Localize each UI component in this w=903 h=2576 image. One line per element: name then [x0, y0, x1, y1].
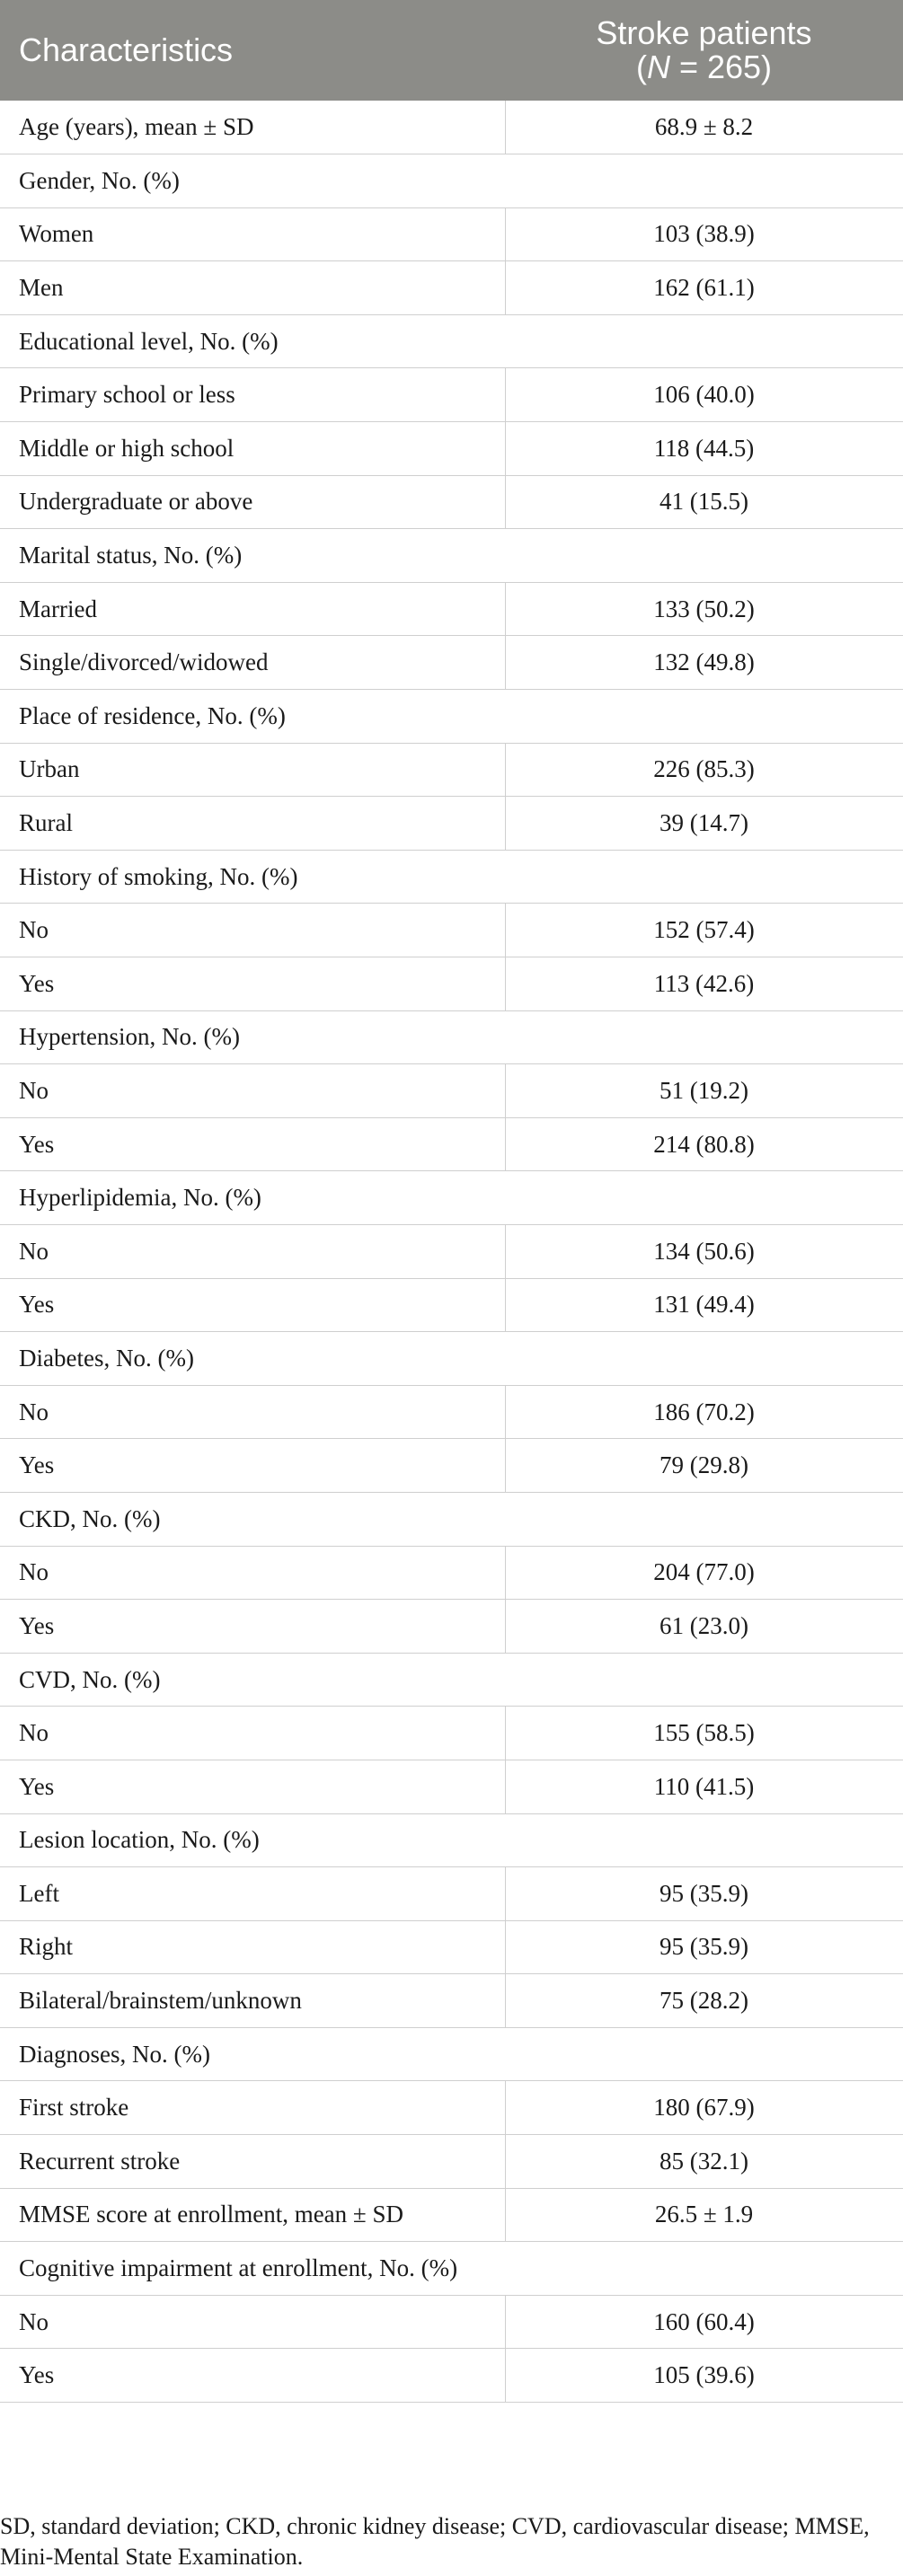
- table-row: [0, 1707, 903, 1760]
- row-label: MMSE score at enrollment, mean ± SD: [0, 2188, 505, 2242]
- row-value: 41 (15.5): [505, 475, 903, 529]
- section-row: [0, 1813, 903, 1867]
- table-row: [0, 422, 903, 476]
- row-value: 106 (40.0): [505, 368, 903, 422]
- table-row: [0, 2188, 903, 2242]
- row-value: 204 (77.0): [505, 1546, 903, 1600]
- row-value: 85 (32.1): [505, 2135, 903, 2189]
- row-label: Yes: [0, 1439, 505, 1493]
- row-value: 132 (49.8): [505, 636, 903, 690]
- table-row: [0, 1920, 903, 1974]
- table-row: [0, 2081, 903, 2135]
- row-label: Recurrent stroke: [0, 2135, 505, 2189]
- table-row: [0, 1867, 903, 1921]
- section-label: Hyperlipidemia, No. (%): [0, 1171, 903, 1225]
- section-label: Educational level, No. (%): [0, 314, 903, 368]
- table-footnote: SD, standard deviation; CKD, chronic kidney disease; CVD, cardiovascular disease; MMSE, Mini-Mental State Examination.: [0, 2513, 870, 2570]
- table-row: [0, 797, 903, 851]
- section-label: CVD, No. (%): [0, 1653, 903, 1707]
- row-value: 75 (28.2): [505, 1974, 903, 2028]
- section-label: Hypertension, No. (%): [0, 1010, 903, 1064]
- header-stroke-patients-label: Stroke patients: [596, 14, 812, 51]
- table-row: [0, 2295, 903, 2349]
- row-value: 39 (14.7): [505, 797, 903, 851]
- row-label: Age (years), mean ± SD: [0, 101, 505, 154]
- row-label: Yes: [0, 1117, 505, 1171]
- row-value: 180 (67.9): [505, 2081, 903, 2135]
- row-label: Yes: [0, 1760, 505, 1813]
- table-row: [0, 1546, 903, 1600]
- row-label: No: [0, 1064, 505, 1118]
- table-row: [0, 2135, 903, 2189]
- section-row: [0, 1010, 903, 1064]
- header-n-symbol: N: [646, 49, 670, 85]
- row-label: Middle or high school: [0, 422, 505, 476]
- section-row: [0, 1171, 903, 1225]
- row-label: Urban: [0, 743, 505, 797]
- row-label: Left: [0, 1867, 505, 1921]
- section-row: [0, 1653, 903, 1707]
- table-row: [0, 101, 903, 154]
- row-label: Yes: [0, 1278, 505, 1332]
- row-label: Men: [0, 261, 505, 315]
- table-row: [0, 904, 903, 957]
- table-row: [0, 1278, 903, 1332]
- section-label: History of smoking, No. (%): [0, 850, 903, 904]
- row-label: Bilateral/brainstem/unknown: [0, 1974, 505, 2028]
- section-label: Diabetes, No. (%): [0, 1332, 903, 1386]
- table-row: [0, 1974, 903, 2028]
- row-value: 105 (39.6): [505, 2349, 903, 2403]
- row-value: 113 (42.6): [505, 957, 903, 1011]
- section-label: CKD, No. (%): [0, 1492, 903, 1546]
- section-row: [0, 690, 903, 744]
- section-label: Cognitive impairment at enrollment, No. (%): [0, 2242, 903, 2296]
- row-label: Yes: [0, 957, 505, 1011]
- row-label: Rural: [0, 797, 505, 851]
- row-value: 226 (85.3): [505, 743, 903, 797]
- table-row: [0, 1439, 903, 1493]
- table-header-row: [0, 0, 903, 101]
- table-row: [0, 475, 903, 529]
- section-row: [0, 314, 903, 368]
- table-row: [0, 1064, 903, 1118]
- table-body: [0, 101, 903, 2403]
- section-row: [0, 529, 903, 583]
- section-row: [0, 154, 903, 208]
- row-label: Married: [0, 582, 505, 636]
- table-row: [0, 957, 903, 1011]
- section-label: Place of residence, No. (%): [0, 690, 903, 744]
- row-value: 103 (38.9): [505, 207, 903, 261]
- table-row: [0, 207, 903, 261]
- table-row: [0, 1600, 903, 1654]
- row-value: 118 (44.5): [505, 422, 903, 476]
- row-value: 95 (35.9): [505, 1867, 903, 1921]
- row-value: 214 (80.8): [505, 1117, 903, 1171]
- row-value: 68.9 ± 8.2: [505, 101, 903, 154]
- section-row: [0, 1332, 903, 1386]
- row-label: No: [0, 1385, 505, 1439]
- row-value: 79 (29.8): [505, 1439, 903, 1493]
- row-label: No: [0, 904, 505, 957]
- section-row: [0, 2242, 903, 2296]
- row-value: 155 (58.5): [505, 1707, 903, 1760]
- row-value: 61 (23.0): [505, 1600, 903, 1654]
- row-value: 51 (19.2): [505, 1064, 903, 1118]
- row-label: No: [0, 2295, 505, 2349]
- row-label: Primary school or less: [0, 368, 505, 422]
- header-sample-size: (N = 265): [635, 49, 773, 85]
- row-value: 95 (35.9): [505, 1920, 903, 1974]
- table-row: [0, 1760, 903, 1813]
- row-value: 110 (41.5): [505, 1760, 903, 1813]
- table-row: [0, 261, 903, 315]
- table-row: [0, 636, 903, 690]
- section-row: [0, 2027, 903, 2081]
- row-label: No: [0, 1546, 505, 1600]
- row-label: No: [0, 1224, 505, 1278]
- row-label: Right: [0, 1920, 505, 1974]
- row-value: 162 (61.1): [505, 261, 903, 315]
- row-value: 26.5 ± 1.9: [505, 2188, 903, 2242]
- row-label: No: [0, 1707, 505, 1760]
- section-label: Diagnoses, No. (%): [0, 2027, 903, 2081]
- table-row: [0, 1385, 903, 1439]
- table-row: [0, 368, 903, 422]
- row-value: 131 (49.4): [505, 1278, 903, 1332]
- row-label: Women: [0, 207, 505, 261]
- table-row: [0, 1224, 903, 1278]
- row-value: 186 (70.2): [505, 1385, 903, 1439]
- header-stroke-patients: [505, 0, 903, 101]
- section-label: Lesion location, No. (%): [0, 1813, 903, 1867]
- table-row: [0, 2349, 903, 2403]
- header-n-value: = 265): [669, 49, 773, 85]
- table-row: [0, 1117, 903, 1171]
- section-row: [0, 1492, 903, 1546]
- section-label: Gender, No. (%): [0, 154, 903, 208]
- row-value: 134 (50.6): [505, 1224, 903, 1278]
- row-label: Yes: [0, 1600, 505, 1654]
- table-row: [0, 582, 903, 636]
- row-label: Single/divorced/widowed: [0, 636, 505, 690]
- section-row: [0, 850, 903, 904]
- row-value: 152 (57.4): [505, 904, 903, 957]
- row-value: 160 (60.4): [505, 2295, 903, 2349]
- row-label: Yes: [0, 2349, 505, 2403]
- row-label: Undergraduate or above: [0, 475, 505, 529]
- header-characteristics: Characteristics: [0, 0, 505, 101]
- table-row: [0, 743, 903, 797]
- row-label: First stroke: [0, 2081, 505, 2135]
- row-value: 133 (50.2): [505, 582, 903, 636]
- section-label: Marital status, No. (%): [0, 529, 903, 583]
